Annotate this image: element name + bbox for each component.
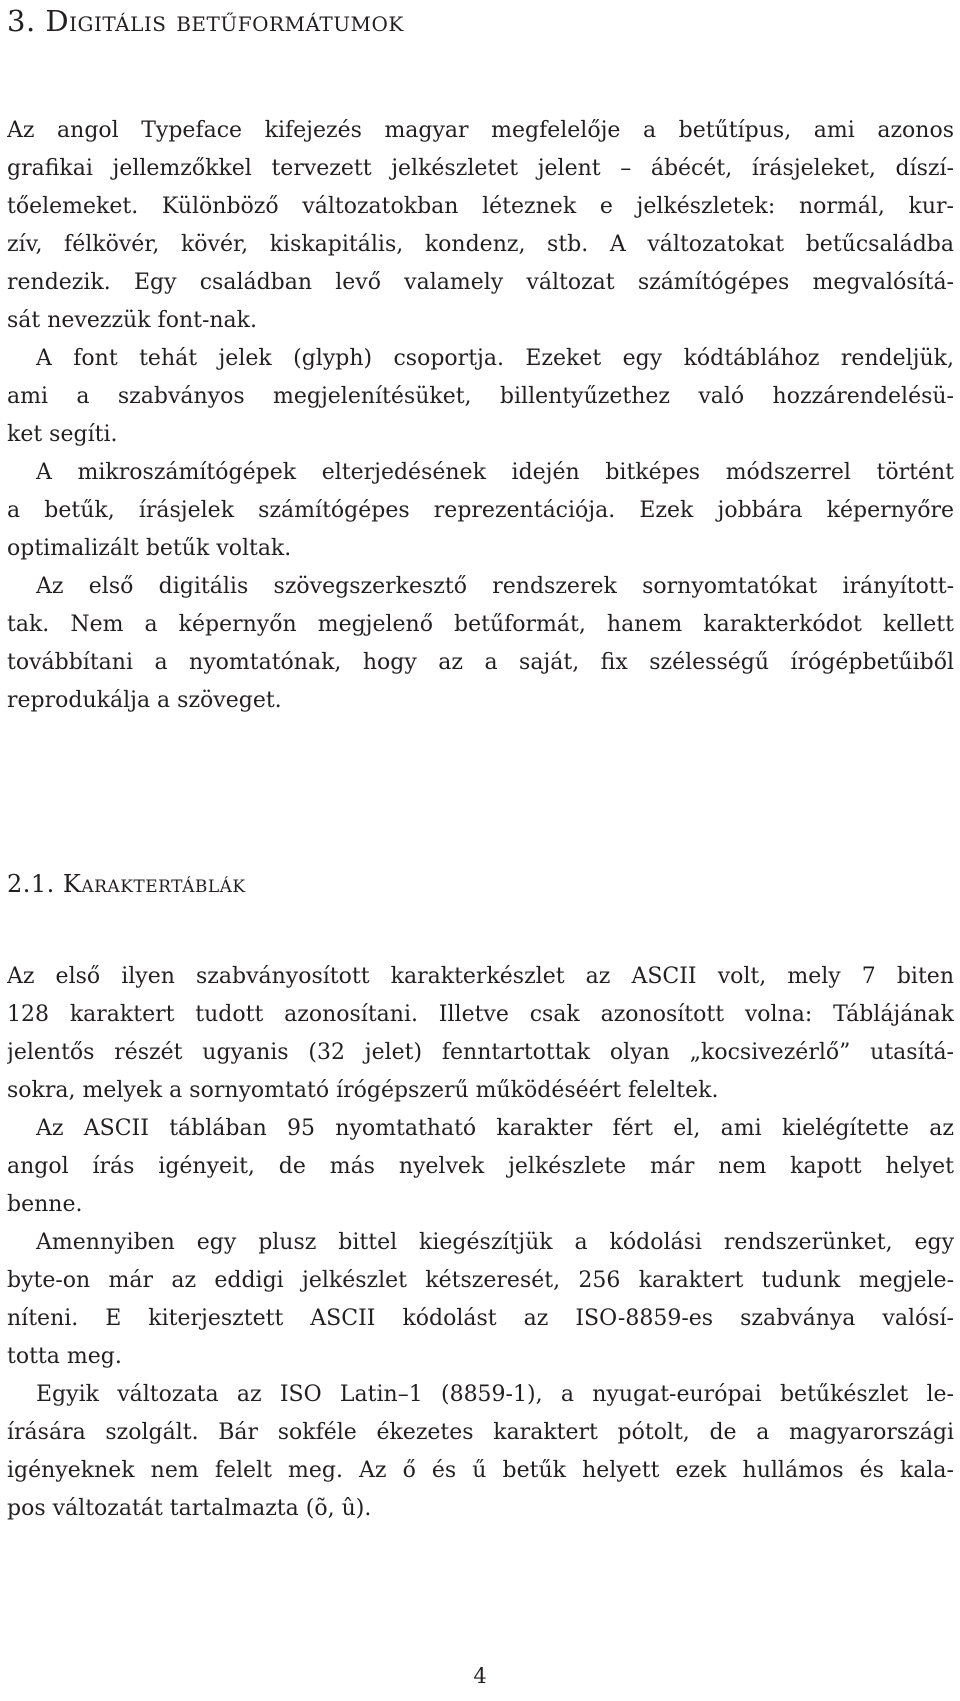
text-line: reprodukálja a szöveget. — [7, 688, 282, 713]
text-line: Az ASCII táblában 95 nyomtatható karakter fért el, ami kielégítette az — [36, 1116, 954, 1141]
text-line: tak. Nem a képernyőn megjelenő betűformát, hanem karakterkódot kellett — [7, 612, 954, 637]
text-line: Az első ilyen szabványosított karakterkészlet az ASCII volt, mely 7 biten — [7, 964, 954, 989]
text-line: Az első digitális szövegszerkesztő rendszerek sornyomtatókat irányított- — [36, 574, 954, 599]
text-line: ket segíti. — [7, 422, 118, 447]
text-line: ami a szabványos megjelenítésüket, billentyűzethez való hozzárendelésü- — [7, 384, 954, 409]
text-line: zív, félkövér, kövér, kiskapitális, kondenz, stb. A változatokat betűcsaládba — [7, 232, 954, 257]
page-number: 4 — [473, 1664, 487, 1688]
text-line: sát nevezzük font-nak. — [7, 308, 257, 333]
text-line: Amennyiben egy plusz bittel kiegészítjük a kódolási rendszerünket, egy — [36, 1230, 954, 1255]
text-line: jelentős részét ugyanis (32 jelet) fenntartottak olyan „kocsivezérlő” utasítá- — [7, 1040, 954, 1065]
section-body — [7, 958, 954, 1528]
text-line: byte-on már az eddigi jelkészlet kétszeresét, 256 karaktert tudunk megjele- — [7, 1268, 954, 1293]
text-line: sokra, melyek a sornyomtató írógépszerű működéséért feleltek. — [7, 1078, 719, 1103]
text-line: 128 karaktert tudott azonosítani. Illetve csak azonosított volna: Táblájának — [7, 1002, 954, 1027]
text-line: benne. — [7, 1192, 83, 1217]
text-line: Az angol Typeface kifejezés magyar megfelelője a betűtípus, ami azonos — [7, 118, 954, 143]
text-line: rendezik. Egy családban levő valamely változat számítógépes megvalósítá- — [7, 270, 954, 295]
section-title: 2.1. Karaktertáblák — [7, 870, 246, 898]
chapter-body — [7, 112, 954, 720]
text-line: Egyik változata az ISO Latin–1 (8859-1), a nyugat-európai betűkészlet le- — [36, 1382, 954, 1407]
text-line: optimalizált betűk voltak. — [7, 536, 292, 561]
text-line: totta meg. — [7, 1344, 122, 1369]
text-line: írására szolgált. Bár sokféle ékezetes karaktert pótolt, de a magyarországi — [7, 1420, 954, 1445]
text-line: továbbítani a nyomtatónak, hogy az a saját, fix szélességű írógépbetűiből — [7, 650, 954, 675]
text-line: níteni. E kiterjesztett ASCII kódolást az ISO-8859-es szabványa valósí- — [7, 1306, 954, 1331]
text-line: tőelemeket. Különböző változatokban léteznek e jelkészletek: normál, kur- — [7, 194, 954, 219]
text-line: angol írás igényeit, de más nyelvek jelkészlete már nem kapott helyet — [7, 1154, 954, 1179]
text-line: A mikroszámítógépek elterjedésének idején bitképes módszerrel történt — [36, 460, 954, 485]
text-line: a betűk, írásjelek számítógépes reprezentációja. Ezek jobbára képernyőre — [7, 498, 954, 523]
text-line: grafikai jellemzőkkel tervezett jelkészletet jelent – ábécét, írásjeleket, díszí- — [7, 156, 954, 181]
text-line: igényeknek nem felelt meg. Az ő és ű betűk helyett ezek hullámos és kala- — [7, 1458, 954, 1483]
text-line: A font tehát jelek (glyph) csoportja. Ezeket egy kódtáblához rendeljük, — [36, 346, 954, 371]
text-line: pos változatát tartalmazta (õ, û). — [7, 1496, 372, 1521]
chapter-title: 3. Digitális betűformátumok — [7, 4, 404, 38]
